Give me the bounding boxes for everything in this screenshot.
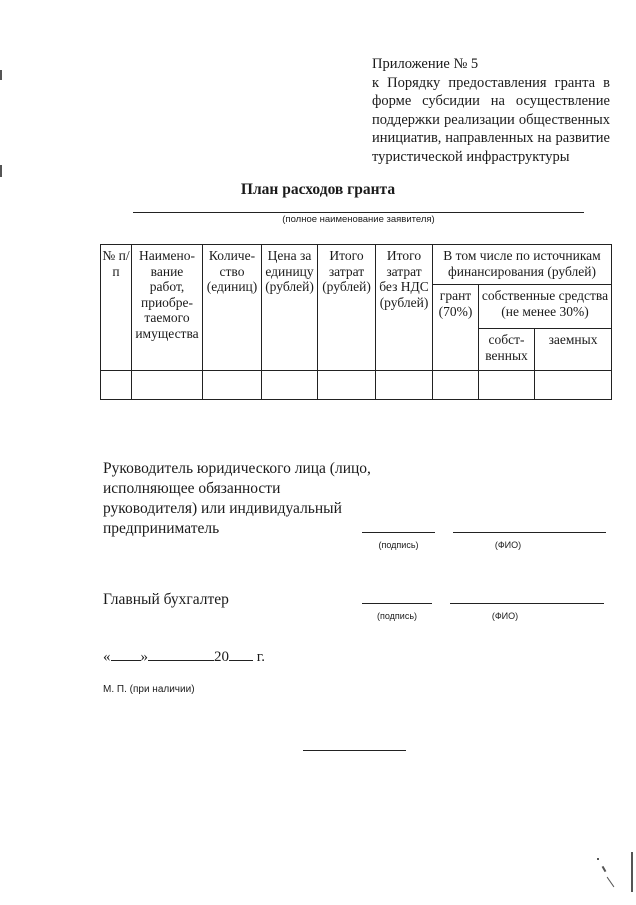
date-year-prefix: 20 — [214, 649, 229, 665]
scan-mark — [597, 858, 599, 860]
accountant-name-caption: (ФИО) — [491, 611, 519, 621]
accountant-signature-line[interactable] — [362, 603, 432, 604]
date-day-blank[interactable] — [111, 648, 141, 661]
header-own: собст-венных — [479, 329, 535, 371]
date-year-blank[interactable] — [229, 648, 253, 661]
table-cell[interactable] — [433, 371, 479, 400]
table-cell[interactable] — [203, 371, 262, 400]
accountant-label: Главный бухгалтер — [103, 591, 229, 608]
appendix-block — [372, 55, 610, 166]
date-open-quote: « — [103, 649, 111, 665]
head-name-caption: (ФИО) — [494, 540, 522, 550]
scan-mark — [607, 877, 615, 887]
head-signature-caption: (подпись) — [378, 540, 419, 550]
scan-mark — [631, 852, 633, 892]
header-total-no-vat: Итого затрат без НДС (рублей) — [376, 245, 433, 371]
scan-mark — [0, 165, 2, 177]
bottom-blank-line — [303, 750, 406, 751]
date-month-blank[interactable] — [148, 648, 214, 661]
header-qty: Количе-ство (единиц) — [203, 245, 262, 371]
header-name: Наимено-вание работ, приобре-таемого имущества — [132, 245, 203, 371]
date-year-suffix: г. — [256, 649, 265, 665]
header-sources: В том числе по источникам финансирования (рублей) — [433, 245, 612, 285]
table-cell[interactable] — [101, 371, 132, 400]
table-cell[interactable] — [535, 371, 612, 400]
table-header-row — [101, 245, 612, 285]
applicant-name-line — [133, 212, 584, 213]
scan-mark — [0, 70, 2, 80]
header-price: Цена за единицу (рублей) — [262, 245, 318, 371]
header-grant: грант (70%) — [433, 285, 479, 371]
table-cell[interactable] — [376, 371, 433, 400]
head-signature-line[interactable] — [362, 532, 435, 533]
header-num: № п/п — [101, 245, 132, 371]
table-cell[interactable] — [479, 371, 535, 400]
date-close-quote: » — [140, 649, 148, 665]
document-title: План расходов гранта — [240, 181, 396, 198]
table-cell[interactable] — [132, 371, 203, 400]
appendix-text: к Порядку предоставления гранта в форме субсидии на осуществление поддержки реализации общественных инициатив, направленных на развитие туристической инфраструктуры — [372, 74, 610, 165]
accountant-signature-caption: (подпись) — [376, 611, 418, 621]
header-total: Итого затрат (рублей) — [318, 245, 376, 371]
table-cell[interactable] — [318, 371, 376, 400]
scan-mark — [602, 866, 607, 872]
appendix-number: Приложение № 5 — [372, 56, 479, 72]
table-row — [101, 371, 612, 400]
accountant-name-line[interactable] — [450, 603, 604, 604]
head-name-line[interactable] — [453, 532, 606, 533]
header-borrowed: заемных — [535, 329, 612, 371]
budget-table — [100, 244, 612, 400]
date-field — [103, 648, 265, 666]
header-own-funds: собственные средства (не менее 30%) — [479, 285, 612, 329]
applicant-caption: (полное наименование заявителя) — [282, 214, 435, 225]
head-signatory-label: Руководитель юридического лица (лицо, исполняющее обязанности руководителя) или индивидуальный предприниматель — [103, 460, 371, 537]
seal-note: М. П. (при наличии) — [103, 684, 195, 695]
table-cell[interactable] — [262, 371, 318, 400]
